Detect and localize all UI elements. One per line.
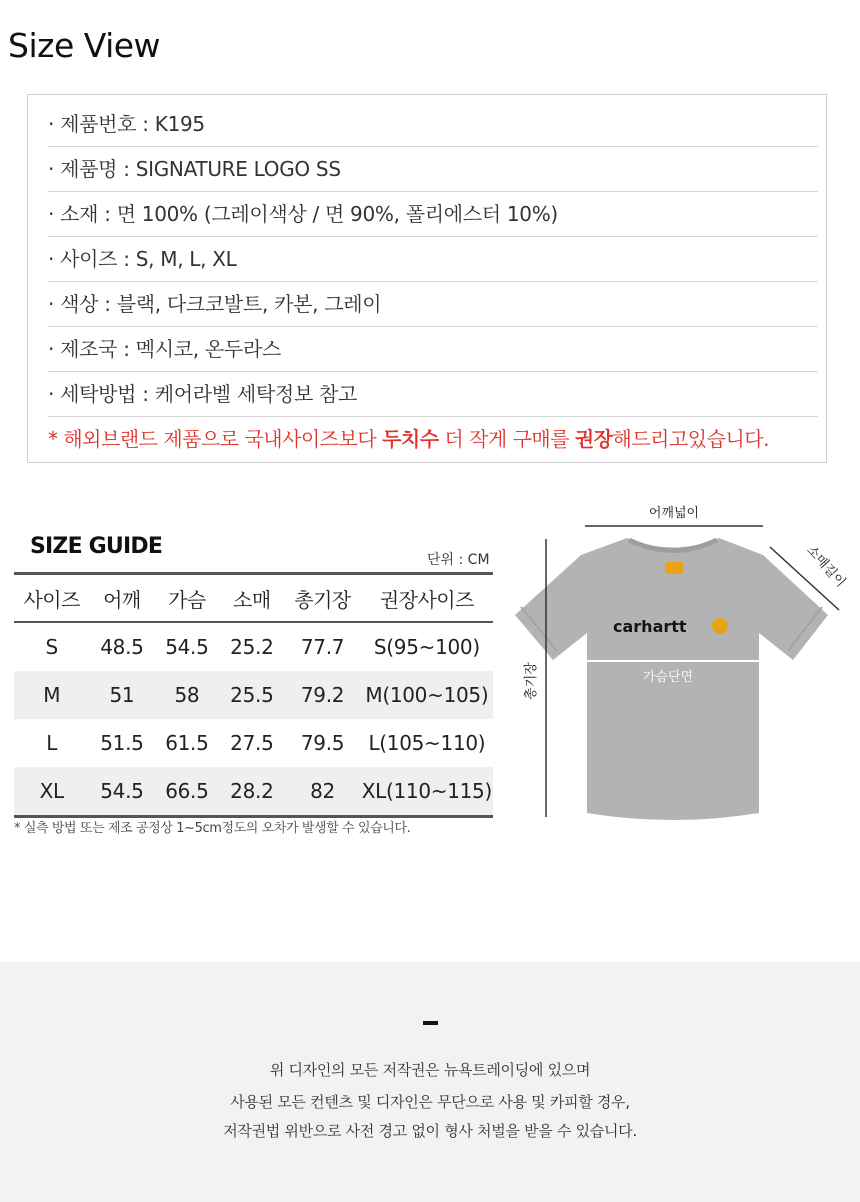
cell: S(95~100): [373, 635, 480, 659]
logo-text: carhartt: [613, 617, 687, 636]
cell: M(100~105): [361, 671, 493, 719]
col-sleeve: 소매: [219, 574, 284, 623]
chest-label: 가슴단면: [642, 670, 694, 685]
size-guide-title: SIZE GUIDE: [30, 534, 163, 559]
info-country: · 제조국 : 멕시코, 온두라스: [48, 327, 818, 372]
copyright-line-3: 저작권법 위반으로 사전 경고 없이 형사 처벌을 받을 수 있습니다.: [223, 1122, 637, 1140]
col-chest: 가슴: [154, 574, 219, 623]
footer-dash: [423, 1021, 438, 1025]
cell: 66.5: [154, 767, 219, 817]
col-shoulder: 어깨: [89, 574, 154, 623]
cell: S: [45, 635, 58, 659]
length-label: 총기장: [524, 662, 539, 700]
col-length: 총기장: [284, 574, 360, 623]
cell: 48.5: [100, 635, 144, 659]
col-recommended: 권장사이즈: [361, 574, 493, 623]
cell: 54.5: [89, 767, 154, 817]
cell: 28.2: [219, 767, 284, 817]
logo-c-mark: [712, 618, 728, 634]
cell: 25.2: [230, 635, 274, 659]
info-product-code: · 제품번호 : K195: [48, 102, 818, 147]
table-row: [14, 719, 493, 767]
cell: 51: [89, 671, 154, 719]
table-row: [14, 671, 493, 719]
measurement-footnote: * 실측 방법 또는 제조 공정상 1~5cm정도의 오차가 발생할 수 있습니다.: [14, 821, 411, 836]
cell: 51.5: [100, 731, 144, 755]
table-header-row: [14, 574, 493, 623]
cell: 27.5: [230, 731, 274, 755]
cell: 79.2: [284, 671, 360, 719]
chest-logo-badge: [665, 562, 683, 574]
copyright-line-2: 사용된 모든 컨텐츠 및 디자인은 무단으로 사용 및 카피할 경우,: [230, 1093, 630, 1111]
cell: 61.5: [165, 731, 209, 755]
cell: 79.5: [300, 731, 345, 755]
cell: XL: [14, 767, 89, 817]
shoulder-label: 어깨넓이: [648, 506, 700, 521]
unit-label: 단위 : CM: [427, 552, 490, 568]
cell: 54.5: [165, 635, 209, 659]
info-colors: · 색상 : 블랙, 다크코발트, 카본, 그레이: [48, 282, 818, 327]
cell: 82: [284, 767, 360, 817]
col-size: 사이즈: [14, 574, 89, 623]
cell: L: [46, 731, 58, 755]
table-row: [14, 767, 493, 817]
info-sizes: · 사이즈 : S, M, L, XL: [48, 237, 818, 282]
copyright-footer: [0, 962, 860, 1202]
cell: M: [14, 671, 89, 719]
product-info-box: [27, 94, 827, 463]
info-product-name: · 제품명 : SIGNATURE LOGO SS: [48, 147, 818, 192]
cell: L(105~110): [368, 731, 486, 755]
table-row: [14, 622, 493, 671]
size-notice: * 해외브랜드 제품으로 국내사이즈보다 두치수 더 작게 구매를 권장해드리고있습니다.: [48, 427, 769, 451]
cell: XL(110~115): [361, 767, 493, 817]
copyright-line-1: 위 디자인의 모든 저작권은 뉴욕트레이딩에 있으며: [269, 1061, 591, 1079]
size-table: [14, 572, 493, 818]
page-title: Size View: [8, 26, 161, 65]
cell: 58: [154, 671, 219, 719]
sleeve-label: 소매길이: [803, 542, 848, 591]
info-material: · 소재 : 면 100% (그레이색상 / 면 90%, 폴리에스터 10%): [48, 192, 818, 237]
info-washing: · 세탁방법 : 케어라벨 세탁정보 참고: [48, 372, 818, 417]
tshirt-diagram: [505, 495, 860, 830]
cell: 25.5: [219, 671, 284, 719]
cell: 77.7: [300, 635, 345, 659]
